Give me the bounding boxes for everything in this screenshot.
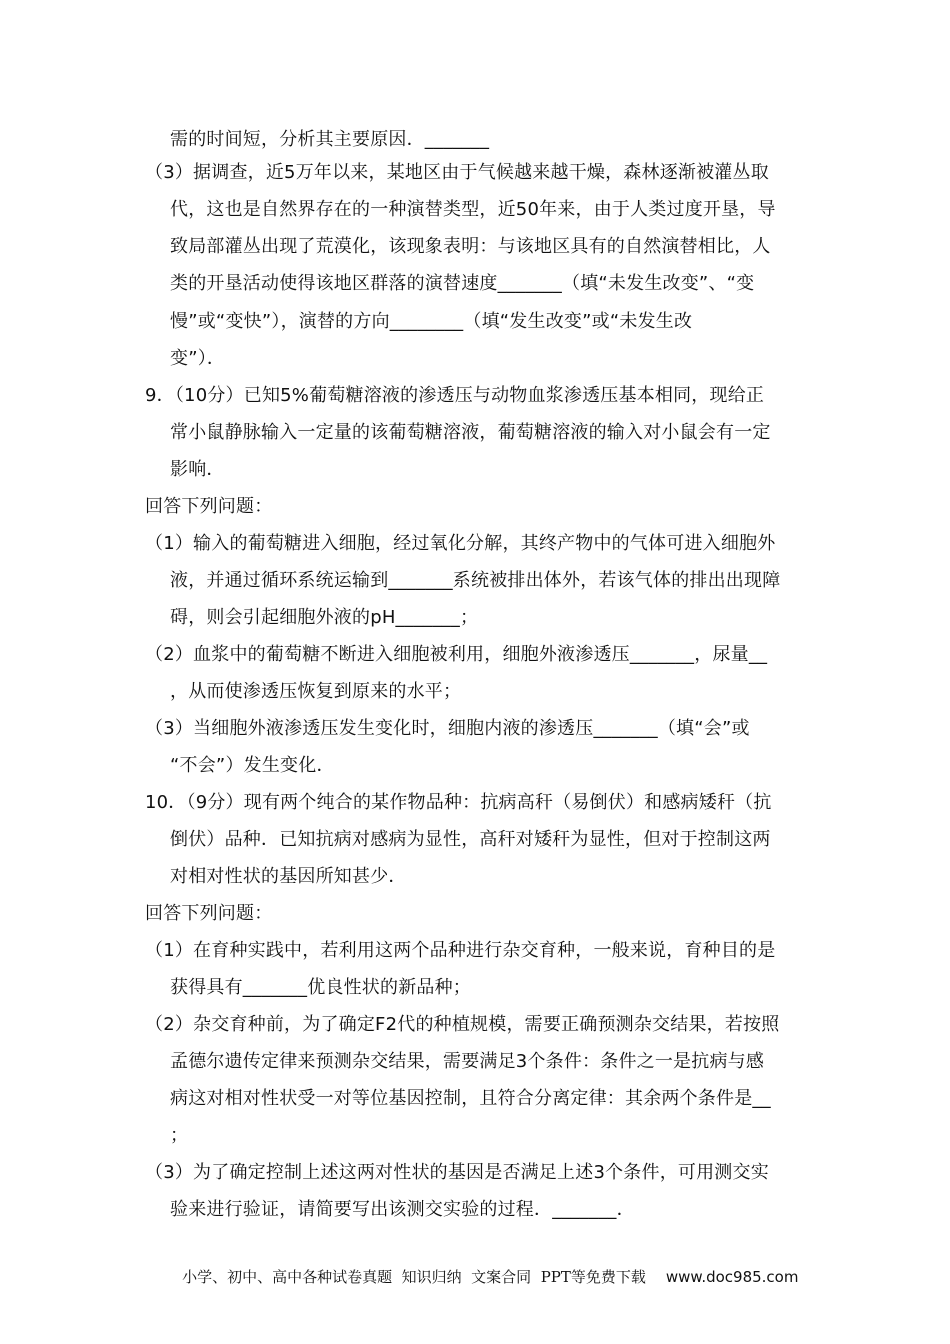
text-line: “不会”）发生变化． <box>170 755 335 776</box>
text-line: 液，并通过循环系统运输到_______系统被排出体外，若该气体的排出出现障 <box>170 570 781 591</box>
page-footer <box>163 1244 798 1310</box>
question-3-line: （3）据调查，近5万年以来，某地区由于气候越来越干燥，森林逐渐被灌丛取 <box>145 162 769 183</box>
text-line: 类的开垦活动使得该地区群落的演替速度_______（填“未发生改变”、“变 <box>170 273 755 294</box>
question-10-heading: 10．（9分）现有两个纯合的某作物品种：抗病高秆（易倒伏）和感病矮秆（抗 <box>145 792 772 813</box>
answer-prompt: 回答下列问题： <box>145 903 273 924</box>
text-line: 孟德尔遗传定律来预测杂交结果，需要满足3个条件：条件之一是抗病与感 <box>170 1051 765 1072</box>
text-line: 验来进行验证，请简要写出该测交实验的过程．_______． <box>170 1199 635 1220</box>
text-line: 影响． <box>170 459 225 480</box>
text-line: ； <box>170 1125 189 1146</box>
text-line: 需的时间短，分析其主要原因．_______ <box>170 129 490 150</box>
text-line: 慢”或“变快”），演替的方向________（填“发生改变”或“未发生改 <box>170 311 693 332</box>
answer-prompt: 回答下列问题： <box>145 496 273 517</box>
sub-question-line: （3）当细胞外液渗透压发生变化时，细胞内液的渗透压_______（填“会”或 <box>145 718 750 739</box>
footer-url[interactable]: www.doc985.com <box>665 1268 799 1286</box>
question-9-heading: 9．（10分）已知5%葡萄糖溶液的渗透压与动物血浆渗透压基本相同，现给正 <box>145 385 765 406</box>
text-line: ，从而使渗透压恢复到原来的水平； <box>170 681 462 702</box>
sub-question-line: （1）在育种实践中，若利用这两个品种进行杂交育种，一般来说，育种目的是 <box>145 940 776 961</box>
text-line: 对相对性状的基因所知甚少． <box>170 866 407 887</box>
text-line: 病这对相对性状受一对等位基因控制，且符合分离定律：其余两个条件是__ <box>170 1088 771 1109</box>
text-line: 代，这也是自然界存在的一种演替类型，近50年来，由于人类过度开垦，导 <box>170 199 776 220</box>
text-line: 致局部灌丛出现了荒漠化，该现象表明：与该地区具有的自然演替相比，人 <box>170 236 771 257</box>
text-line: 变”）． <box>170 348 226 369</box>
text-line: 倒伏）品种．已知抗病对感病为显性，高秆对矮秆为显性，但对于控制这两 <box>170 829 771 850</box>
sub-question-line: （1）输入的葡萄糖进入细胞，经过氧化分解，其终产物中的气体可进入细胞外 <box>145 533 776 554</box>
footer-text: 小学、初中、高中各种试卷真题 知识归纳 文案合同 PPT等免费下载 <box>182 1268 646 1286</box>
sub-question-line: （2）杂交育种前，为了确定F2代的种植规模，需要正确预测杂交结果，若按照 <box>145 1014 780 1035</box>
sub-question-line: （3）为了确定控制上述这两对性状的基因是否满足上述3个条件，可用测交实 <box>145 1162 769 1183</box>
text-line: 获得具有_______优良性状的新品种； <box>170 977 471 998</box>
text-line: 常小鼠静脉输入一定量的该葡萄糖溶液，葡萄糖溶液的输入对小鼠会有一定 <box>170 422 771 443</box>
sub-question-line: （2）血浆中的葡萄糖不断进入细胞被利用，细胞外液渗透压_______，尿量__ <box>145 644 768 665</box>
text-line: 碍，则会引起细胞外液的pH_______； <box>170 607 479 628</box>
